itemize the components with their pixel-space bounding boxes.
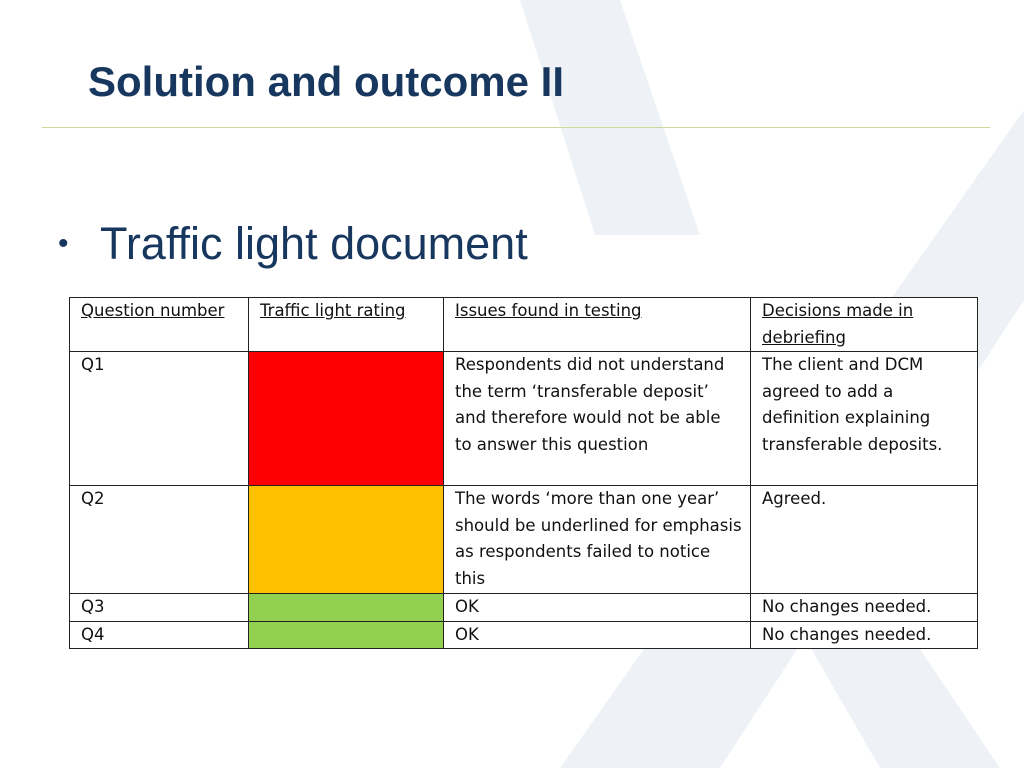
issues-cell: OK (444, 621, 751, 649)
traffic-light-table (69, 297, 978, 649)
question-cell: Q4 (70, 621, 249, 649)
header-question-number: Question number (70, 298, 249, 352)
rating-swatch-green (260, 622, 435, 649)
table-row (70, 621, 978, 649)
decisions-cell: Agreed. (751, 486, 978, 594)
decisions-cell: No changes needed. (751, 621, 978, 649)
issues-cell: OK (444, 594, 751, 622)
background-x-upper-stroke (520, 0, 700, 235)
rating-cell (249, 486, 444, 594)
issues-cell: The words ‘more than one year’ should be underlined for emphasis as respondents failed to notice this (444, 486, 751, 594)
question-cell: Q3 (70, 594, 249, 622)
bullet-item (58, 214, 528, 274)
decisions-cell: No changes needed. (751, 594, 978, 622)
table-header-row (70, 298, 978, 352)
rating-swatch-red (260, 352, 435, 485)
question-cell: Q2 (70, 486, 249, 594)
header-decisions-made: Decisions made in debriefing (751, 298, 978, 352)
header-issues-found: Issues found in testing (444, 298, 751, 352)
decisions-cell: The client and DCM agreed to add a definition explaining transferable deposits. (751, 352, 978, 486)
table-row (70, 486, 978, 594)
rating-swatch-green (260, 594, 435, 621)
rating-cell (249, 352, 444, 486)
rating-cell (249, 621, 444, 649)
question-cell: Q1 (70, 352, 249, 486)
title-divider (42, 127, 990, 128)
bullet-dot-icon: • (58, 227, 69, 260)
issues-cell: Respondents did not understand the term ‘transferable deposit’ and therefore would not be able to answer this question (444, 352, 751, 486)
rating-swatch-amber (260, 486, 435, 593)
bullet-text: Traffic light document (100, 218, 528, 269)
table-row (70, 352, 978, 486)
header-traffic-light-rating: Traffic light rating (249, 298, 444, 352)
rating-cell (249, 594, 444, 622)
slide-title: Solution and outcome II (88, 58, 564, 105)
table-row (70, 594, 978, 622)
